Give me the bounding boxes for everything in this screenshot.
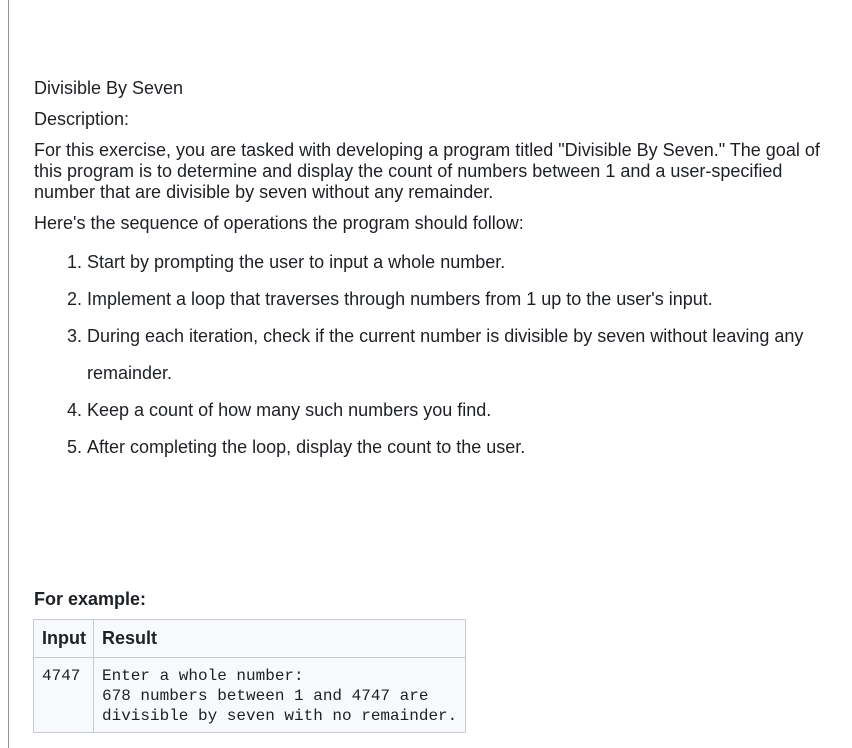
example-result-cell: Enter a whole number: 678 numbers between 1 and 4747 are divisible by seven with no remainder. — [93, 658, 465, 733]
question-text — [34, 78, 824, 466]
steps-list — [34, 244, 824, 466]
question-title: Divisible By Seven — [34, 78, 184, 98]
sequence-intro: Here's the sequence of operations the program should follow: — [34, 213, 524, 233]
step-item: 4. Keep a count of how many such numbers you find. — [87, 392, 824, 429]
step-item: 1. Start by prompting the user to input a whole number. — [87, 244, 824, 281]
result-column-header: Result — [93, 620, 465, 658]
left-border — [8, 0, 9, 748]
description-label: Description: — [34, 109, 130, 129]
examples-table — [33, 619, 466, 733]
example-input-cell: 4747 — [34, 658, 94, 733]
step-item: 5. After completing the loop, display the count to the user. — [87, 429, 824, 466]
input-column-header: Input — [34, 620, 94, 658]
example-heading: For example: — [34, 589, 147, 609]
table-row — [34, 658, 466, 733]
step-item: 3. During each iteration, check if the current number is divisible by seven without leaving any remainder. — [87, 318, 824, 392]
examples-header-row — [34, 620, 466, 658]
step-item: 2. Implement a loop that traverses through numbers from 1 up to the user's input. — [87, 281, 824, 318]
description-paragraph: For this exercise, you are tasked with developing a program titled "Divisible By Seven." The goal of this program is to determine and display the count of numbers between 1 and a user-specified number that are divisible by seven without any remainder. — [34, 140, 820, 202]
